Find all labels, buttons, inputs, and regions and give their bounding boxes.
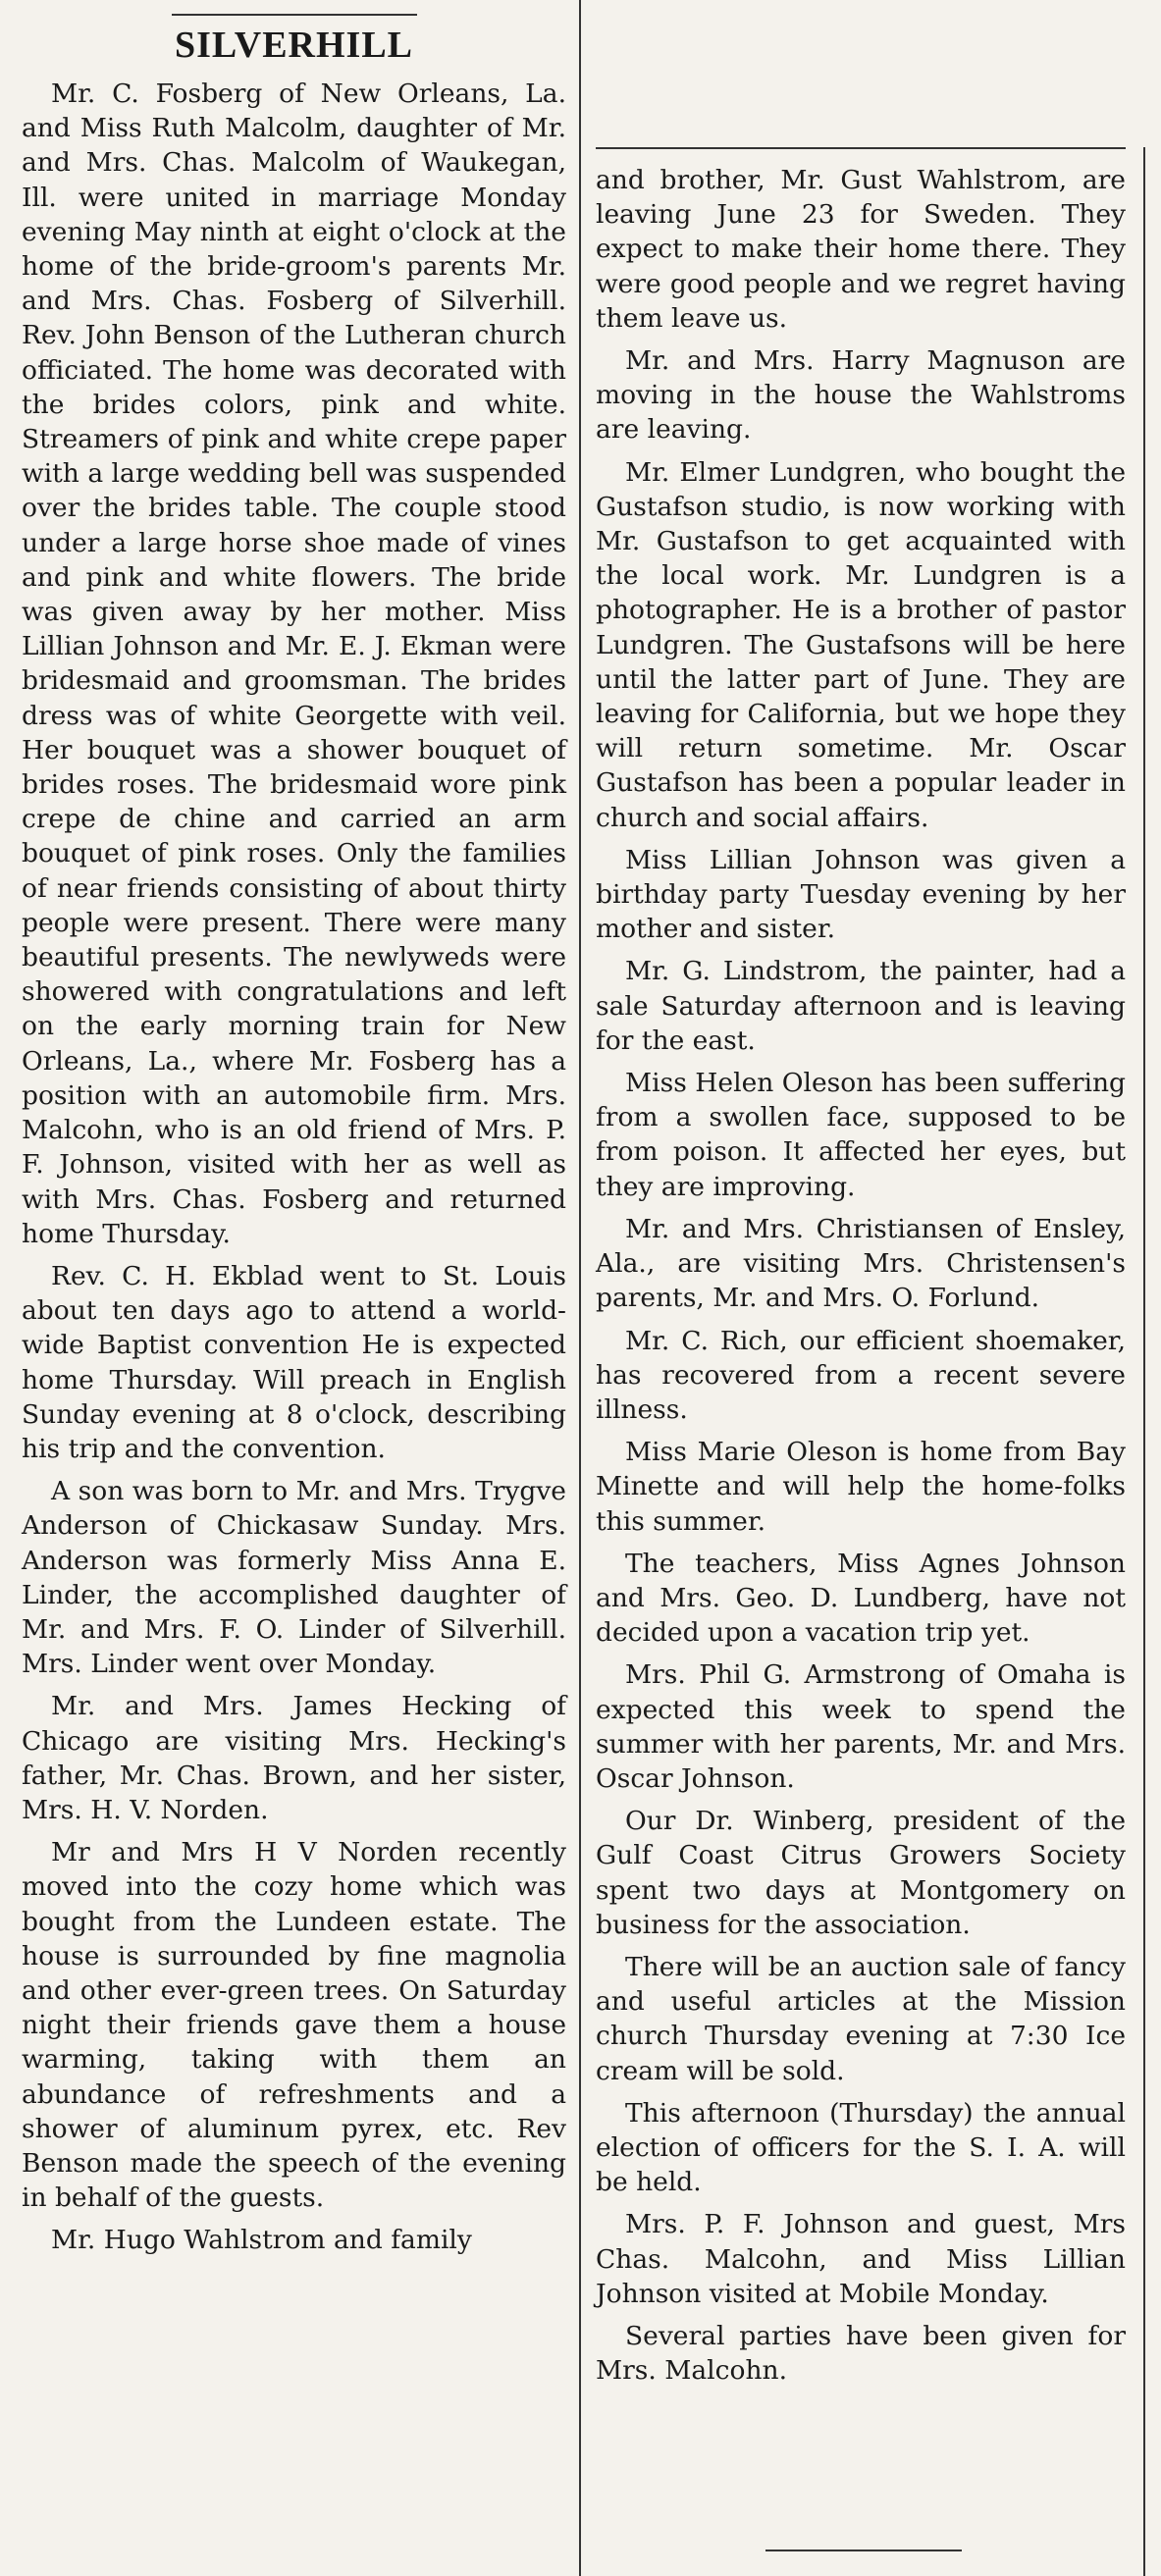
column-divider-left	[579, 0, 581, 2576]
article-paragraph: Miss Marie Oleson is home from Bay Minette and will help the home-folks this summer.	[596, 1437, 1126, 1537]
article-paragraph: Mr. G. Lindstrom, the painter, had a sale Saturday afternoon and is leaving for the east.	[596, 956, 1126, 1056]
bottom-rule	[765, 2550, 962, 2551]
article-paragraph: Mr. Hugo Wahlstrom and family	[51, 2225, 472, 2256]
article-paragraph: Miss Helen Oleson has been suffering from a swollen face, supposed to be from poison. It affected her eyes, but they are improving.	[596, 1068, 1126, 1202]
left-column-body	[22, 77, 566, 2258]
article-paragraph: Rev. C. H. Ekblad went to St. Louis about ten days ago to attend a world-wide Baptist convention He is expected home Thursday. Will preach in English Sunday evening at 8 o'clock, describing his trip and the convention.	[22, 1260, 566, 1464]
article-paragraph: Mr. and Mrs. Christiansen of Ensley, Ala., are visiting Mrs. Christensen's parents, Mr. and Mrs. O. Forlund.	[596, 1213, 1126, 1314]
column-title: SILVERHILL	[174, 25, 414, 66]
right-column	[596, 147, 1126, 2395]
title-top-rule	[172, 14, 417, 16]
article-paragraph: Miss Lillian Johnson was given a birthday party Tuesday evening by her mother and sister.	[596, 844, 1126, 945]
article-paragraph: and brother, Mr. Gust Wahlstrom, are leaving June 23 for Sweden. They expect to make their home there. They were good people and we regret having them leave us.	[596, 165, 1126, 334]
article-paragraph: Mr. Elmer Lundgren, who bought the Gustafson studio, is now working with Mr. Gustafson to get acquainted with the local work. Mr. Lundgren is a photographer. He is a brother of pastor Lundgren. The Gustafsons will be here until the latter part of June. They are leaving for California, but we hope they will return sometime. Mr. Oscar Gustafson has been a popular leader in church and social affairs.	[596, 456, 1126, 833]
article-paragraph: Several parties have been given for Mrs. Malcohn.	[596, 2320, 1126, 2387]
article-paragraph: Mr. C. Rich, our efficient shoemaker, has recovered from a recent severe illness.	[596, 1325, 1126, 1425]
column-header	[22, 0, 566, 67]
article-paragraph: Mrs. Phil G. Armstrong of Omaha is expected this week to spend the summer with her parents, Mr. and Mrs. Oscar Johnson.	[596, 1659, 1126, 1794]
article-paragraph: Mr and Mrs H V Norden recently moved into the cozy home which was bought from the Lundeen estate. The house is surrounded by fine magnolia and other ever-green trees. On Saturday night their friends gave them a house warming, taking with them an abundance of refreshments and a shower of aluminum pyrex, etc. Rev Benson made the speech of the evening in behalf of the guests.	[22, 1837, 566, 2214]
article-paragraph: Our Dr. Winberg, president of the Gulf Coast Citrus Growers Society spent two days at Montgomery on business for the association.	[596, 1806, 1126, 1940]
column-divider-right	[1143, 147, 1145, 2576]
left-column	[22, 0, 566, 2266]
article-paragraph: Mr. C. Fosberg of New Orleans, La. and Miss Ruth Malcolm, daughter of Mr. and Mrs. Chas. Malcolm of Waukegan, Ill. were united in marriage Monday evening May ninth at eight o'clock at the home of the bride-groom's parents Mr. and Mrs. Chas. Fosberg of Silverhill. Rev. John Benson of the Lutheran church officiated. The home was decorated with the brides colors, pink and white. Streamers of pink and white crepe paper with a large wedding bell was suspended over the brides table. The couple stood under a large horse shoe made of vines and pink and white flowers. The bride was given away by her mother. Miss Lillian Johnson and Mr. E. J. Ekman were bridesmaid and groomsman. The brides dress was of white Georgette with veil. Her bouquet was a shower bouquet of brides roses. The bridesmaid wore pink crepe de chine and carried an arm bouquet of pink roses. Only the families of near friends consisting of about thirty people were present. There were many beautiful presents. The newlyweds were showered with congratulations and left on the early morning train for New Orleans, La., where Mr. Fosberg has a position with an automobile firm. Mrs. Malcohn, who is an old friend of Mrs. P. F. Johnson, visited with her as well as with Mrs. Chas. Fosberg and returned home Thursday.	[22, 79, 566, 1249]
article-paragraph: The teachers, Miss Agnes Johnson and Mrs. Geo. D. Lundberg, have not decided upon a vacation trip yet.	[596, 1548, 1126, 1649]
right-column-top-rule	[596, 147, 1126, 149]
article-paragraph: This afternoon (Thursday) the annual election of officers for the S. I. A. will be held.	[596, 2097, 1126, 2198]
article-paragraph: Mr. and Mrs. James Hecking of Chicago are visiting Mrs. Hecking's father, Mr. Chas. Brown, and her sister, Mrs. H. V. Norden.	[22, 1691, 566, 1825]
article-paragraph: Mr. and Mrs. Harry Magnuson are moving in the house the Wahlstroms are leaving.	[596, 345, 1126, 446]
article-paragraph: There will be an auction sale of fancy and useful articles at the Mission church Thursday evening at 7:30 Ice cream will be sold.	[596, 1951, 1126, 2086]
article-paragraph: A son was born to Mr. and Mrs. Trygve Anderson of Chickasaw Sunday. Mrs. Anderson was formerly Miss Anna E. Linder, the accomplished daughter of Mr. and Mrs. F. O. Linder of Silverhill. Mrs. Linder went over Monday.	[22, 1476, 566, 1680]
article-paragraph: Mrs. P. F. Johnson and guest, Mrs Chas. Malcohn, and Miss Lillian Johnson visited at Mobile Monday.	[596, 2209, 1126, 2309]
right-column-body	[596, 163, 1126, 2388]
